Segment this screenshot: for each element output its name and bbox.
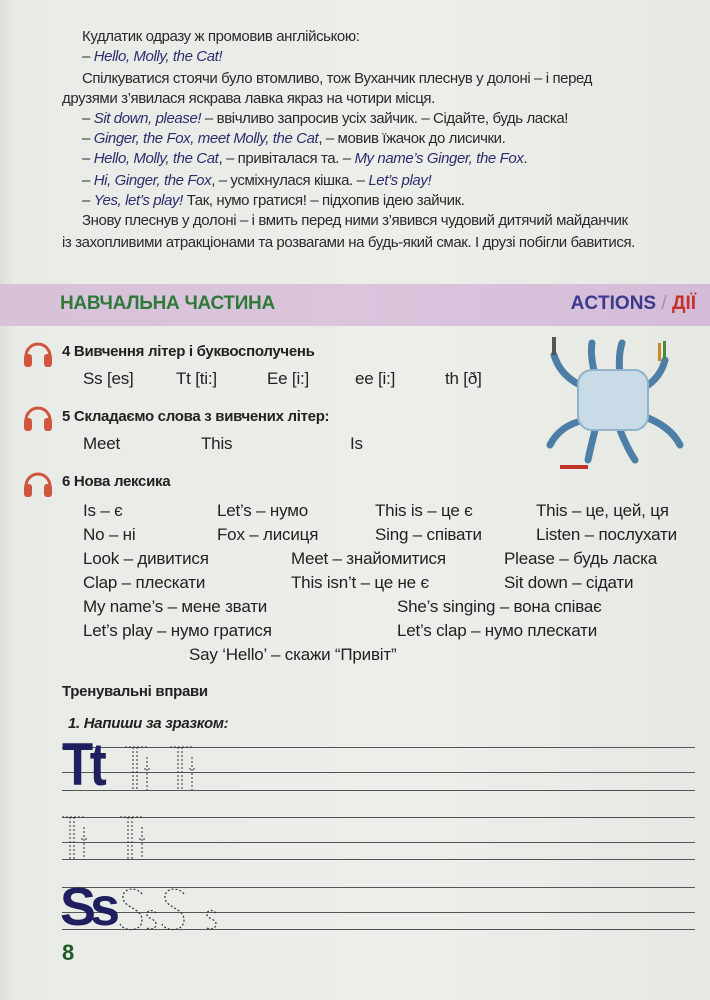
letter-sound: Ee [i:] [267, 369, 310, 388]
vocab-item: Let’s play – нумо гратися [83, 621, 272, 640]
headphones-icon[interactable] [22, 466, 54, 498]
vocab-item: This isn’t – це не є [291, 573, 429, 592]
topic-en: ACTIONS [570, 293, 657, 314]
vocab-item: No – ні [83, 525, 136, 544]
story-line [82, 48, 222, 65]
vocab-item: This – це, цей, ця [536, 501, 669, 520]
sample-letter-tt: Tt [62, 731, 104, 798]
story-line [82, 130, 505, 147]
english-phrase: My name’s Ginger, the Fox [354, 150, 524, 167]
story-text-segment: , – усміхнулася кішка. – [211, 172, 369, 189]
headphones-icon[interactable] [22, 400, 54, 432]
story-text-segment: . [523, 150, 528, 167]
vocab-item: Fox – лисиця [217, 525, 319, 544]
story-line [62, 234, 635, 251]
vocab-item: Clap – плескати [83, 573, 206, 592]
headphones-icon[interactable] [22, 336, 54, 368]
english-phrase: Hello, Molly, the Cat [93, 150, 219, 167]
story-line [82, 192, 465, 209]
story-text-segment: , – мовив їжачок до лисички. [318, 130, 506, 147]
tracing-letters-ss[interactable] [118, 886, 228, 932]
vocab-item: Listen – послухати [536, 525, 677, 544]
story-line [82, 150, 527, 167]
story-line [82, 28, 359, 45]
sample-letter-ss: Ss [60, 877, 115, 937]
vocab-item: Sing – співати [375, 525, 482, 544]
english-phrase: Hi, Ginger, the Fox [93, 172, 212, 189]
story-text-segment: – [82, 48, 94, 65]
letter-sound: th [ð] [445, 369, 482, 388]
story-text-segment: Так, нумо гратися! – підхопив ідею зайчик. [182, 192, 465, 209]
story-line [82, 110, 568, 127]
story-text-segment: – ввічливо запросив усіх зайчик. – Сідайте, будь ласка! [201, 110, 569, 127]
section-4-title: 4 Вивчення літер і буквосполучень [62, 343, 315, 360]
story-text-segment: – [82, 192, 94, 209]
letter-sound: Ss [es] [83, 369, 134, 388]
section-6-title: 6 Нова лексика [62, 473, 171, 490]
story-text-segment: – [82, 150, 94, 167]
task-1-instruction: 1. Напиши за зразком: [68, 715, 229, 732]
story-line [62, 90, 435, 107]
english-phrase: Let’s play! [368, 172, 432, 189]
vocab-item: Look – дивитися [83, 549, 209, 568]
vocab-item: Is – є [83, 501, 123, 520]
letter-sound: ee [i:] [355, 369, 396, 388]
banner-title: НАВЧАЛЬНА ЧАСТИНА [60, 293, 275, 314]
story-text-segment: – [82, 130, 94, 147]
english-phrase: Hello, Molly, the Cat! [93, 48, 223, 65]
english-phrase: Ginger, the Fox, meet Molly, the Cat [93, 130, 319, 147]
story-text-segment: Кудлатик одразу ж промовив англійською: [82, 28, 360, 45]
english-phrase: Sit down, please! [93, 110, 202, 127]
word: Meet [83, 434, 120, 453]
banner-topic [571, 293, 696, 315]
story-text-segment: Спілкуватися стоячи було втомливо, тож Вуханчик плеснув у долоні – і перед [82, 70, 593, 87]
tracing-letters-tt[interactable] [60, 815, 160, 861]
vocab-item: Let’s – нумо [217, 501, 308, 520]
vocab-item: Let’s clap – нумо плескати [397, 621, 598, 640]
story-line [82, 70, 592, 87]
story-line [82, 212, 628, 229]
vocab-item: Meet – знайомитися [291, 549, 446, 568]
vocab-item: Please – будь ласка [504, 549, 658, 568]
section-5-title: 5 Складаємо слова з вивчених літер: [62, 408, 330, 425]
letter-sound: Tt [ti:] [176, 369, 217, 388]
story-text-segment: Знову плеснув у долоні – і вмить перед ними з’явився чудовий дитячий майданчик [82, 212, 628, 229]
topic-ua: ДІЇ [671, 293, 696, 314]
vocab-item: My name’s – мене звати [83, 597, 268, 616]
story-line [82, 172, 431, 189]
story-text-segment: друзями з’явилася яскрава лавка якраз на чотири місця. [62, 90, 435, 107]
exercises-heading: Тренувальні вправи [62, 683, 208, 700]
word: Is [350, 434, 363, 453]
story-text-segment: , – привіталася та. – [218, 150, 355, 167]
monster-illustration [540, 335, 695, 475]
vocab-item: Say ‘Hello’ – скажи “Привіт” [189, 645, 397, 664]
section-banner [0, 284, 710, 326]
word: This [201, 434, 233, 453]
page-number: 8 [62, 940, 75, 965]
tracing-letters-tt[interactable] [120, 745, 210, 791]
topic-slash: / [661, 293, 667, 314]
vocab-item: Sit down – сідати [504, 573, 634, 592]
story-text-segment: – [82, 110, 94, 127]
vocab-item: This is – це є [375, 501, 473, 520]
story-text-segment: – [82, 172, 94, 189]
story-text-segment: із захопливими атракціонами та розвагами на будь-який смак. І друзі побігли бавитися. [62, 234, 635, 251]
english-phrase: Yes, let’s play! [93, 192, 183, 209]
vocab-item: She’s singing – вона співає [397, 597, 602, 616]
